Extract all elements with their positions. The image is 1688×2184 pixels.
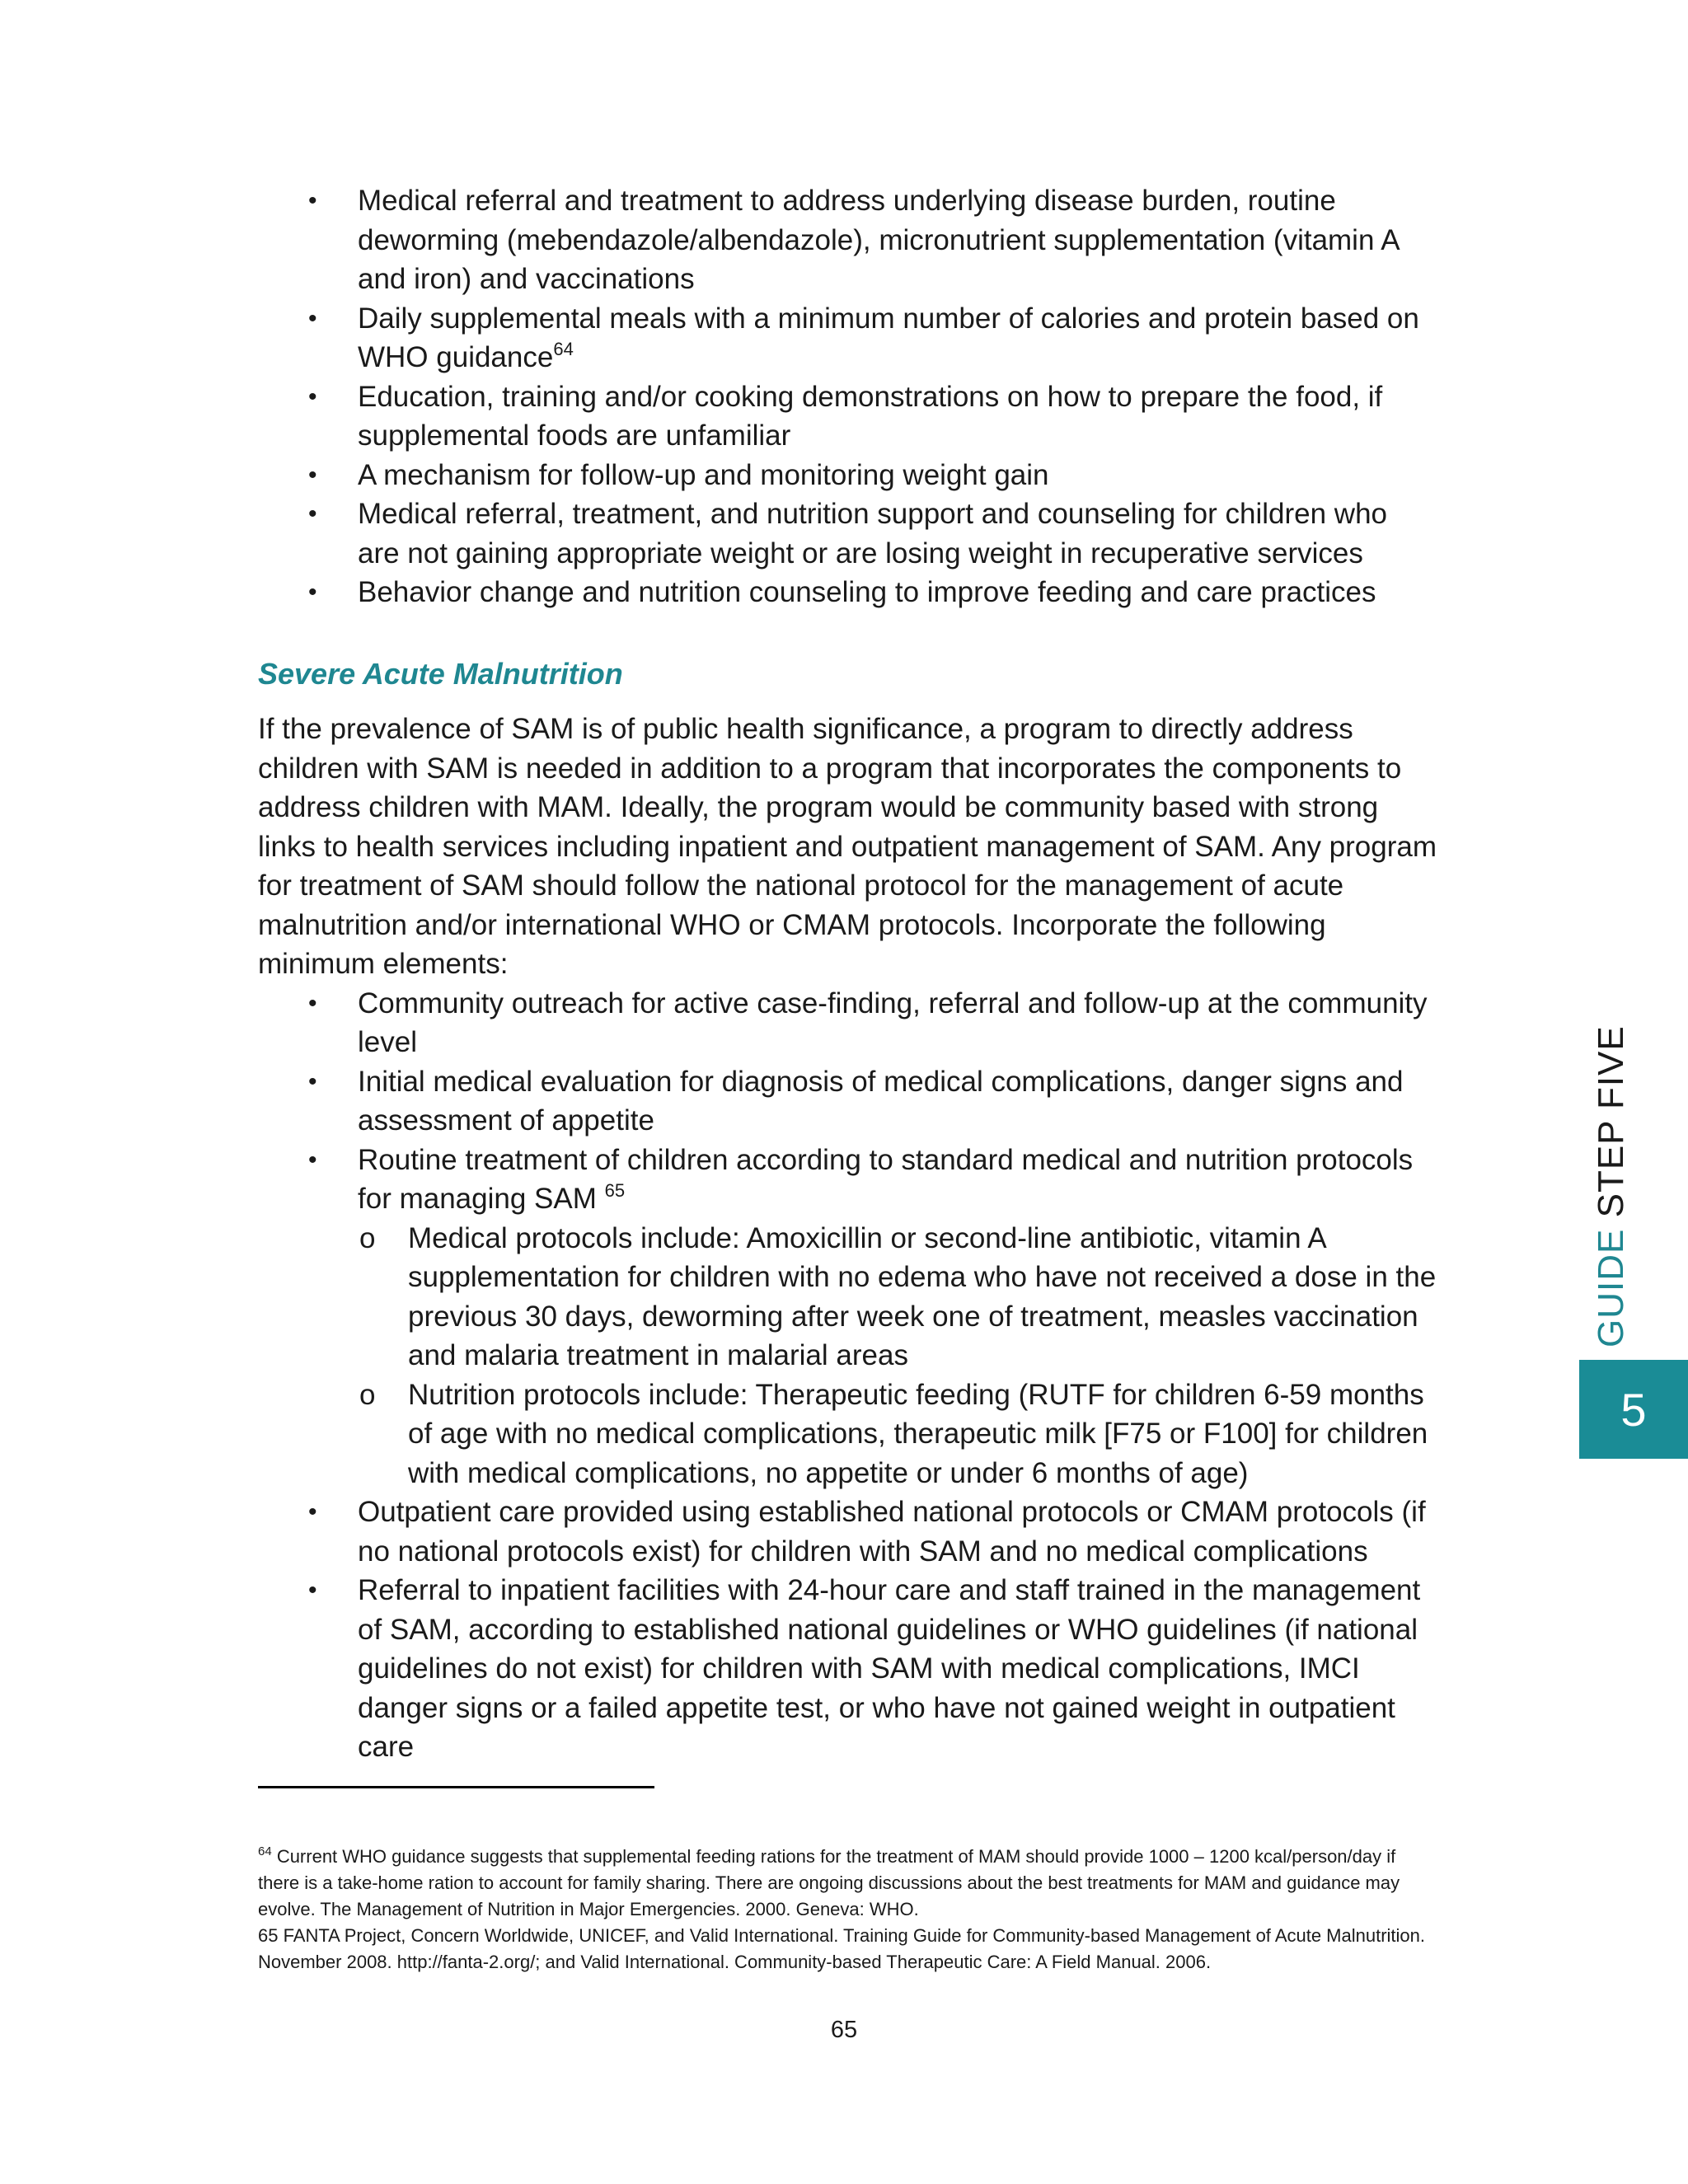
bullet-icon: • [308, 579, 317, 606]
list-item: • Behavior change and nutrition counseling to improve feeding and care practices [258, 573, 1437, 612]
sub-list-item: o Nutrition protocols include: Therapeutic feeding (RUTF for children 6-59 months of age with no medical complications, therapeutic milk [F75 or F100] for children with medical complications, no appetite or under 6 months of age) [358, 1376, 1437, 1493]
footnote-ref-64[interactable]: 64 [553, 339, 574, 359]
section-heading: Severe Acute Malnutrition [258, 657, 623, 691]
sam-section [258, 710, 1437, 1767]
footnotes [258, 1844, 1437, 1975]
footnote-65: 65 FANTA Project, Concern Worldwide, UNICEF, and Valid International. Training Guide for Community-based Management of Acute Malnutrition. November 2008. http://fanta-2.org/; and Valid International. Community-based Therapeutic Care: A Field Manual. 2006. [258, 1925, 1426, 1972]
list-item: • Medical referral and treatment to address underlying disease burden, routine deworming (mebendazole/albendazole), micronutrient supplementation (vitamin A and iron) and vaccinations [258, 181, 1437, 299]
list-item: • Referral to inpatient facilities with 24-hour care and staff trained in the management of SAM, according to established national guidelines or WHO guidelines (if national guidelines do not exist) for children with SAM with medical complications, IMCI danger signs or a failed appetite test, or who have not gained weight in outpatient care [258, 1571, 1437, 1767]
bullet-icon: • [308, 304, 317, 332]
side-label-step: STEP FIVE [1591, 1025, 1631, 1218]
bullet-icon: • [308, 461, 317, 489]
footnote-divider [258, 1786, 654, 1788]
protocols-sublist [358, 1219, 1437, 1493]
sub-list-item: o Medical protocols include: Amoxicillin or second-line antibiotic, vitamin A supplementation for children with no edema who have not received a dose in the previous 30 days, deworming after week one of treatment, measles vaccination and malaria treatment in malarial areas [358, 1219, 1437, 1376]
bullet-icon: • [308, 989, 317, 1017]
bullet-icon: • [308, 1577, 317, 1604]
list-item: • Education, training and/or cooking demonstrations on how to prepare the food, if supplemental foods are unfamiliar [258, 377, 1437, 456]
list-item: • Routine treatment of children according to standard medical and nutrition protocols for managing SAM $^{65}$ o Medical protocols include: Amoxicillin or second-line antibiotic, vitamin A supplementation for children with no edema who have not received a dose in the previous 30 days, deworming after week one of treatment, measles vaccination and malaria treatment in malarial areas o Nutrition protocols include: Therapeutic feeding (RUTF for children 6-59 months of age with no medical complications, therapeutic milk [F75 or F100] for children with medical complications, no appetite or under 6 months of age) [258, 1141, 1437, 1493]
step-number-tab: 5 [1579, 1360, 1688, 1459]
footnote-ref-65[interactable]: 65 [604, 1180, 626, 1201]
bullet-icon: • [308, 1067, 317, 1095]
list-item: • Daily supplemental meals with a minimum number of calories and protein based on WHO guidance$^{64}$ [258, 299, 1437, 377]
list-item: • Outpatient care provided using established national protocols or CMAM protocols (if no national protocols exist) for children with SAM and no medical complications [258, 1493, 1437, 1571]
mam-components-list [258, 181, 1437, 612]
bullet-icon: • [308, 187, 317, 214]
page-number: 65 [830, 2017, 858, 2043]
footnote-number: 64 [258, 1844, 272, 1858]
sam-elements-list [258, 984, 1437, 1767]
circle-bullet-icon: o [359, 1221, 376, 1254]
list-item: • Community outreach for active case-finding, referral and follow-up at the community level [258, 984, 1437, 1062]
circle-bullet-icon: o [359, 1378, 376, 1411]
bullet-icon: • [308, 382, 317, 410]
list-item: • Medical referral, treatment, and nutrition support and counseling for children who are not gaining appropriate weight or are losing weight in recuperative services [258, 494, 1437, 573]
bullet-icon: • [308, 1146, 317, 1174]
side-label-guide: GUIDE [1591, 1228, 1631, 1347]
footnote-64: $^{64}$ Current WHO guidance suggests that supplemental feeding rations for the treatment of MAM should provide 1000 – 1200 kcal/person/day if there is a take-home ration to account for family sharing. There are ongoing discussions about the best treatments for MAM and guidance may evolve. The Management of Nutrition in Major Emergencies. 2000. Geneva: WHO. [258, 1844, 1400, 1919]
list-item: • A mechanism for follow-up and monitoring weight gain [258, 456, 1437, 495]
list-item: • Initial medical evaluation for diagnosis of medical complications, danger signs and assessment of appetite [258, 1062, 1437, 1141]
sam-paragraph: If the prevalence of SAM is of public health significance, a program to directly address children with SAM is needed in addition to a program that incorporates the components to address children with MAM. Ideally, the program would be community based with strong links to health services including inpatient and outpatient management of SAM. Any program for treatment of SAM should follow the national protocol for the management of acute malnutrition and/or international WHO or CMAM protocols. Incorporate the following minimum elements: [258, 713, 1437, 980]
bullet-icon: • [308, 500, 317, 527]
bullet-icon: • [308, 1498, 317, 1526]
